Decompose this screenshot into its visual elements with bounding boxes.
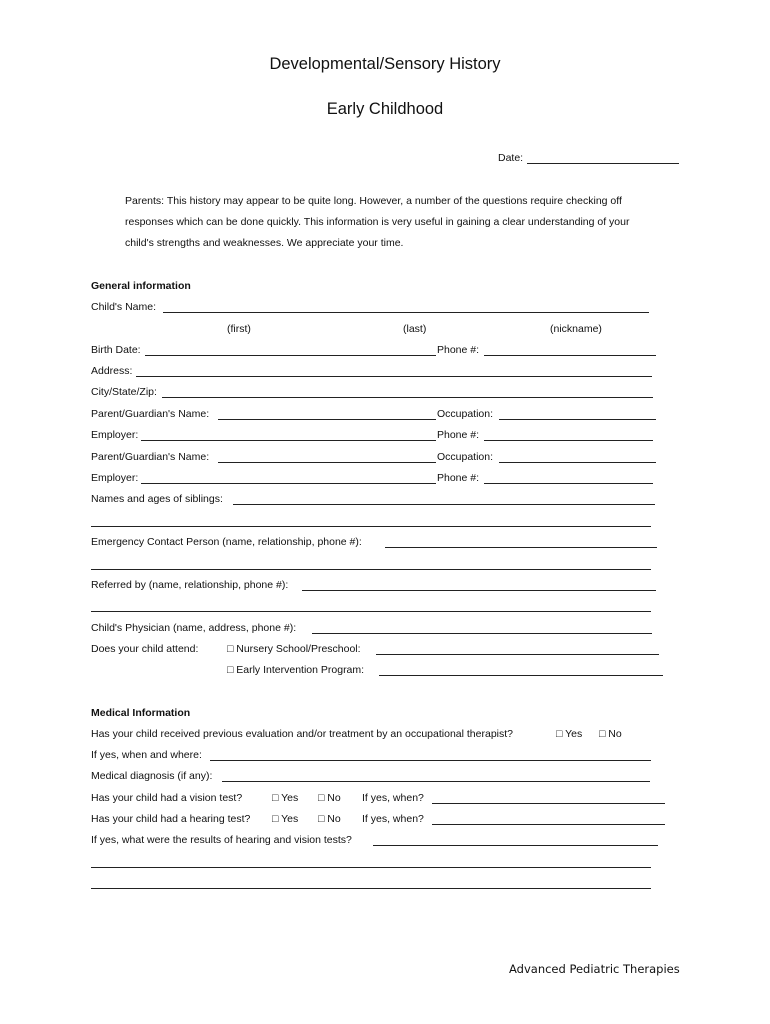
address-label: Address: <box>91 365 133 377</box>
general-heading: General information <box>91 280 191 292</box>
referred-by-field-continued[interactable] <box>91 611 651 612</box>
siblings-label: Names and ages of siblings: <box>91 493 223 505</box>
employer-field-1[interactable] <box>141 440 436 441</box>
previous-eval-no-checkbox[interactable]: □ No <box>599 728 622 740</box>
guardian-name-field-2[interactable] <box>218 462 436 463</box>
guardian-name-label-2: Parent/Guardian's Name: <box>91 451 210 463</box>
when-where-field[interactable] <box>210 760 651 761</box>
childs-name-label: Child's Name: <box>91 301 157 313</box>
occupation-label-2: Occupation: <box>437 451 494 463</box>
guardian-name-label-1: Parent/Guardian's Name: <box>91 408 210 420</box>
guardian-name-field-1[interactable] <box>218 419 436 420</box>
test-results-field-continued-2[interactable] <box>91 888 651 889</box>
previous-eval-yes-checkbox[interactable]: □ Yes <box>556 728 583 740</box>
referred-by-label: Referred by (name, relationship, phone #): <box>91 579 289 591</box>
early-intervention-field[interactable] <box>379 675 663 676</box>
test-results-label: If yes, what were the results of hearing and vision tests? <box>91 834 352 846</box>
birth-date-label: Birth Date: <box>91 344 141 356</box>
siblings-field-continued[interactable] <box>91 526 651 527</box>
phone-field-1[interactable] <box>484 355 656 356</box>
previous-eval-label: Has your child received previous evaluation and/or treatment by an occupational therapist? <box>91 728 513 740</box>
employer-label-2: Employer: <box>91 472 139 484</box>
siblings-field[interactable] <box>233 504 655 505</box>
occupation-label-1: Occupation: <box>437 408 494 420</box>
hearing-no-checkbox[interactable]: □ No <box>318 813 341 825</box>
when-where-label: If yes, when and where: <box>91 749 202 761</box>
test-results-field[interactable] <box>373 845 658 846</box>
occupation-field-2[interactable] <box>499 462 656 463</box>
physician-field[interactable] <box>312 633 652 634</box>
early-intervention-checkbox[interactable]: □ Early Intervention Program: <box>227 664 365 676</box>
vision-no-checkbox[interactable]: □ No <box>318 792 341 804</box>
intro-line-2: responses which can be done quickly. This information is very useful in gaining a clear understanding of your <box>125 216 630 228</box>
footer-organization: Advanced Pediatric Therapies <box>509 962 680 976</box>
vision-when-field[interactable] <box>432 803 665 804</box>
phone-label-1: Phone #: <box>437 344 480 356</box>
date-label: Date: <box>498 152 524 164</box>
attend-label: Does your child attend: <box>91 643 199 655</box>
vision-yes-checkbox[interactable]: □ Yes <box>272 792 299 804</box>
nursery-field[interactable] <box>376 654 659 655</box>
emergency-contact-field[interactable] <box>385 547 657 548</box>
employer-field-2[interactable] <box>141 483 436 484</box>
page-title: Developmental/Sensory History <box>269 55 501 73</box>
intro-line-3: child's strengths and weaknesses. We appreciate your time. <box>125 237 404 249</box>
date-field[interactable] <box>527 163 679 164</box>
city-label: City/State/Zip: <box>91 386 157 398</box>
hearing-yes-checkbox[interactable]: □ Yes <box>272 813 299 825</box>
hearing-when-field[interactable] <box>432 824 665 825</box>
emergency-contact-label: Emergency Contact Person (name, relationship, phone #): <box>91 536 362 548</box>
diagnosis-field[interactable] <box>222 781 650 782</box>
phone-label-3: Phone #: <box>437 472 480 484</box>
vision-when-label: If yes, when? <box>362 792 424 804</box>
test-results-field-continued-1[interactable] <box>91 867 651 868</box>
phone-field-3[interactable] <box>484 483 653 484</box>
vision-test-label: Has your child had a vision test? <box>91 792 243 804</box>
hearing-when-label: If yes, when? <box>362 813 424 825</box>
city-field[interactable] <box>162 397 653 398</box>
last-name-caption: (last) <box>403 323 427 335</box>
hearing-test-label: Has your child had a hearing test? <box>91 813 251 825</box>
intro-line-1: Parents: This history may appear to be quite long. However, a number of the questions require checking off <box>125 195 622 207</box>
physician-label: Child's Physician (name, address, phone #): <box>91 622 297 634</box>
nursery-checkbox[interactable]: □ Nursery School/Preschool: <box>227 643 361 655</box>
medical-heading: Medical Information <box>91 707 191 719</box>
first-name-caption: (first) <box>227 323 251 335</box>
employer-label-1: Employer: <box>91 429 139 441</box>
birth-date-field[interactable] <box>145 355 436 356</box>
childs-name-field[interactable] <box>163 312 649 313</box>
phone-field-2[interactable] <box>484 440 653 441</box>
address-field[interactable] <box>136 376 652 377</box>
occupation-field-1[interactable] <box>499 419 656 420</box>
nickname-caption: (nickname) <box>550 323 602 335</box>
phone-label-2: Phone #: <box>437 429 480 441</box>
referred-by-field[interactable] <box>302 590 656 591</box>
page-subtitle: Early Childhood <box>326 100 444 118</box>
diagnosis-label: Medical diagnosis (if any): <box>91 770 213 782</box>
emergency-contact-field-continued[interactable] <box>91 569 651 570</box>
